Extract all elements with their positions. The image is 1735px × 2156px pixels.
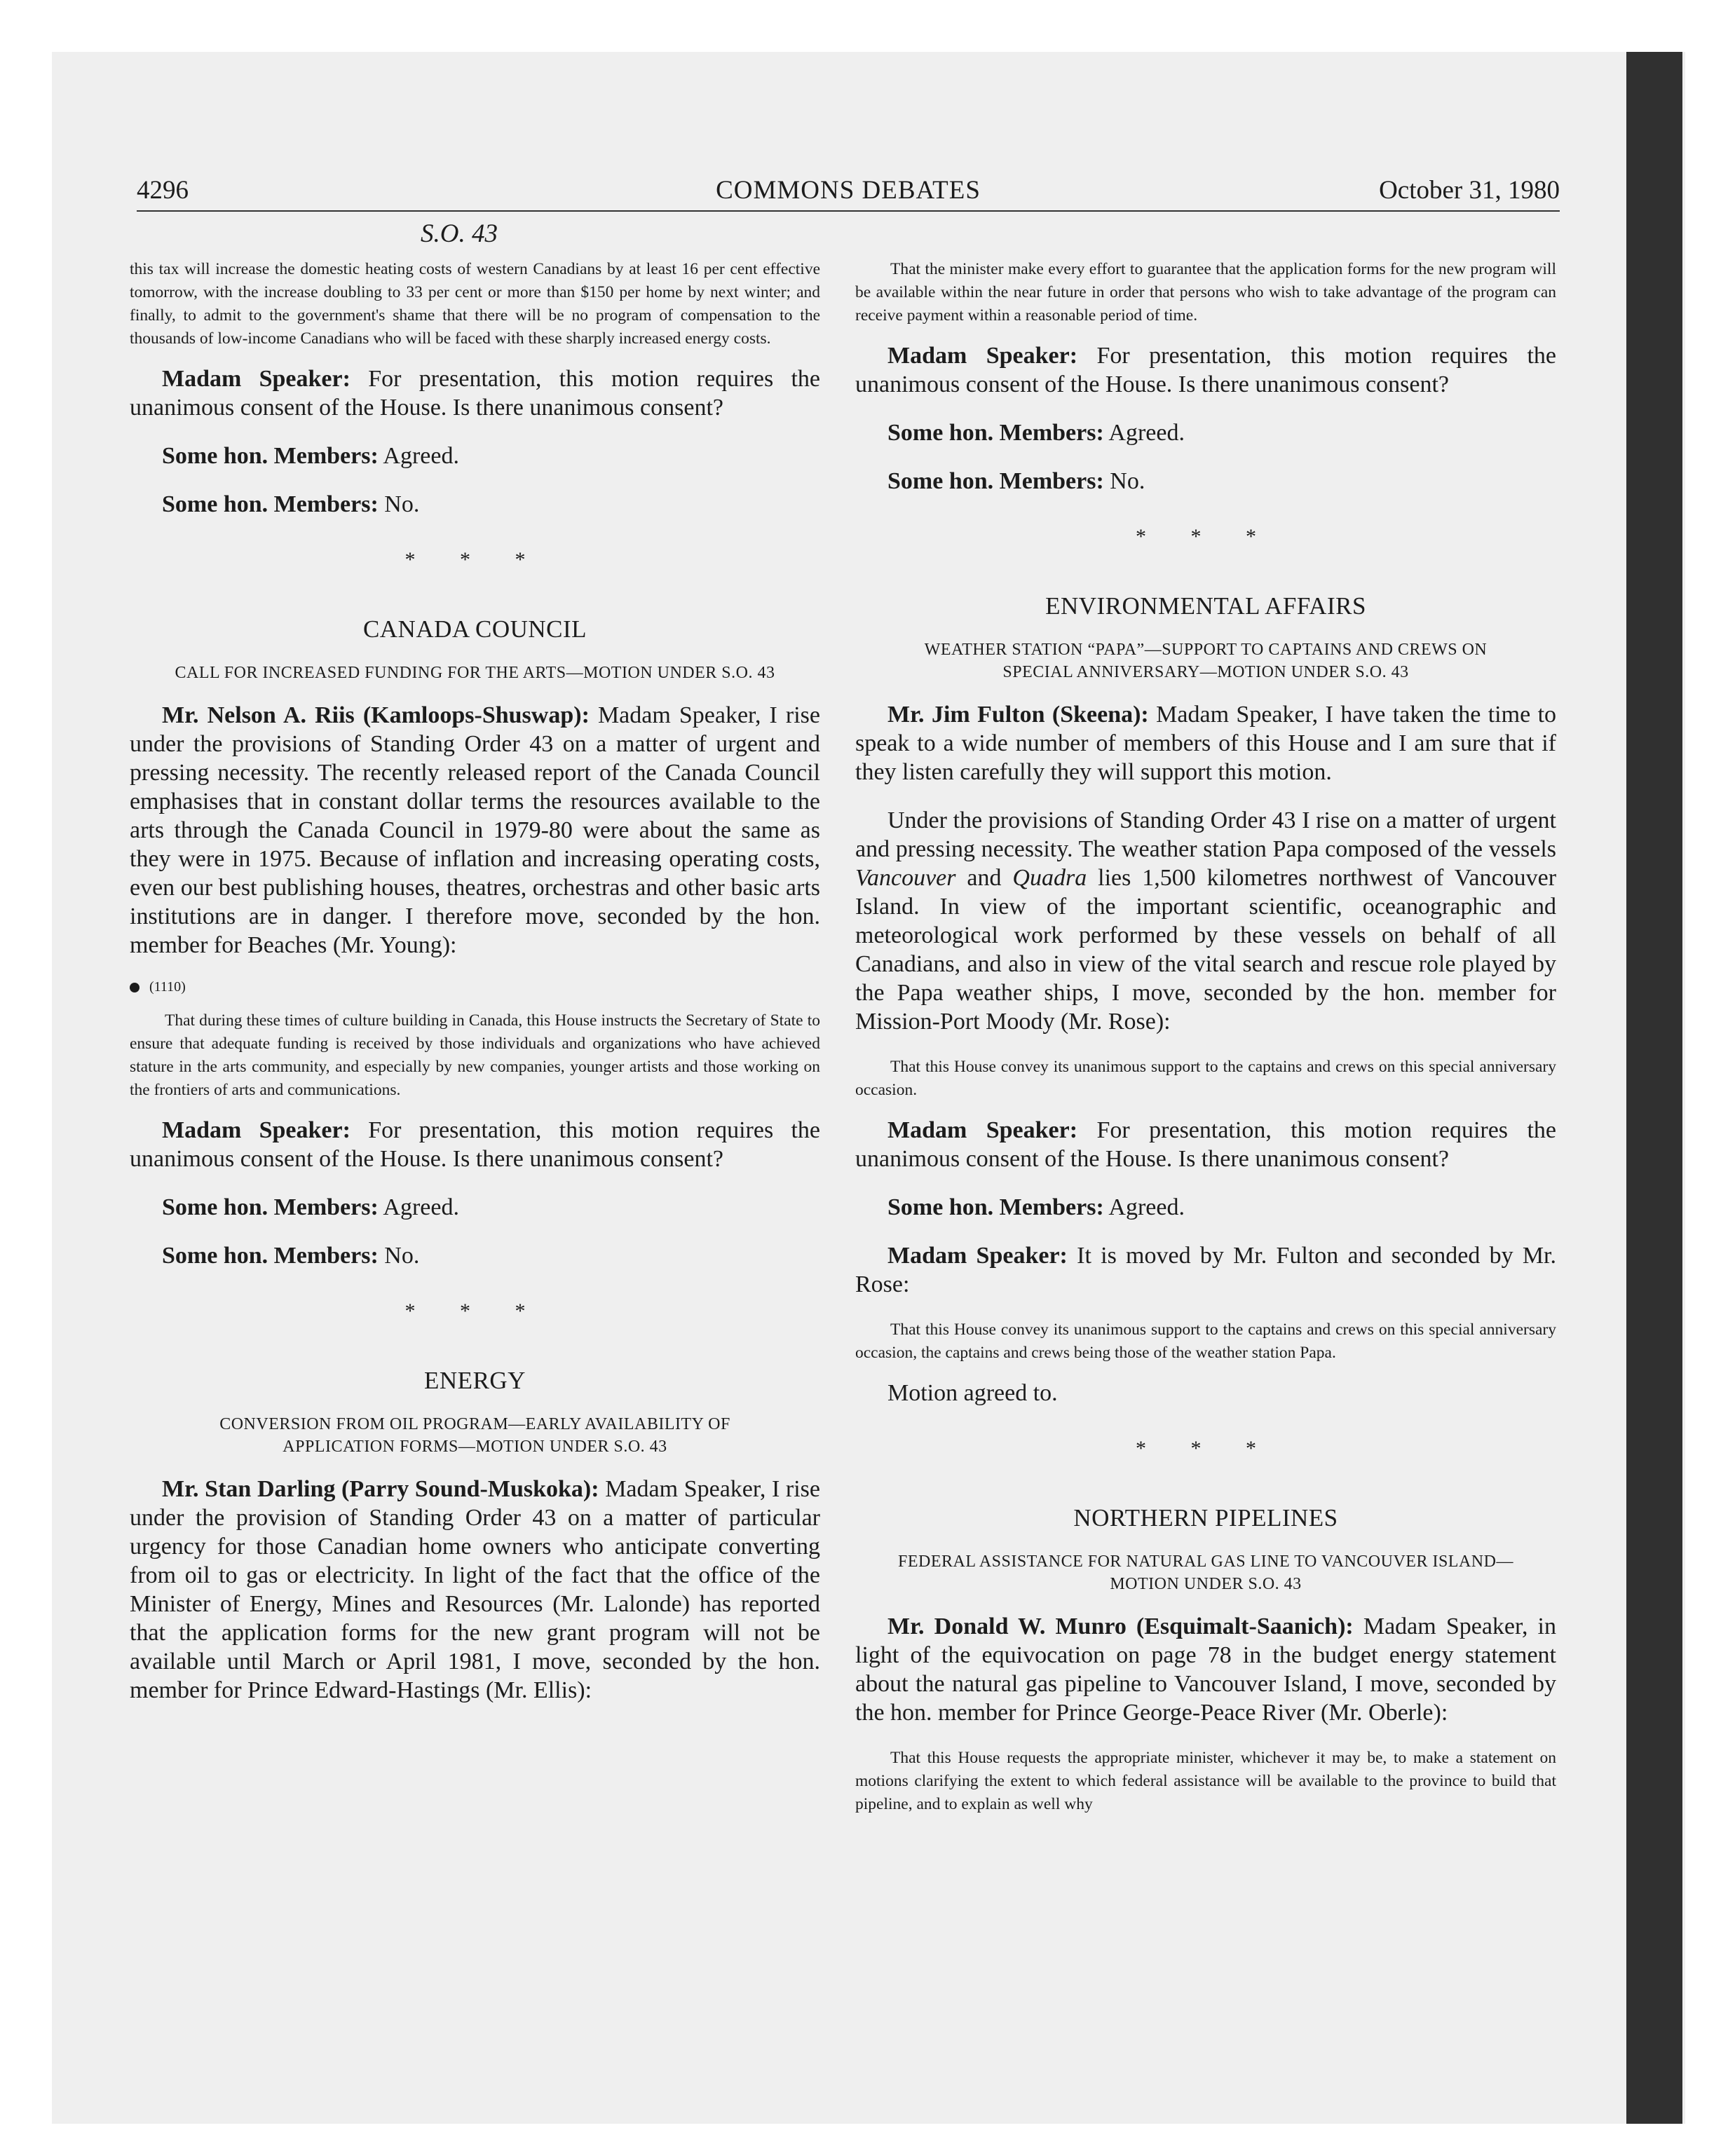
bullet-icon <box>130 983 140 992</box>
members-response: Some hon. Members: Agreed. <box>887 420 1185 446</box>
speech <box>130 1116 820 1173</box>
section-heading: CANADA COUNCIL <box>362 615 587 643</box>
section-heading: NORTHERN PIPELINES <box>1073 1504 1338 1531</box>
speaker-name: Mr. Jim Fulton (Skeena): <box>887 702 1149 728</box>
speaker-name: Some hon. Members: <box>162 1194 379 1220</box>
members-response: Some hon. Members: No. <box>162 491 420 517</box>
speaker-name: Madam Speaker: <box>887 343 1078 369</box>
publication-title: COMMONS DEBATES <box>716 176 981 205</box>
speech-text: For presentation, this motion requires the unanimous consent of the House. Is there unanimous consent? <box>855 1117 1556 1172</box>
speaker-name: Some hon. Members: <box>887 1194 1104 1220</box>
section-subheading: CONVERSION FROM OIL PROGRAM—EARLY AVAILABILITY OF APPLICATION FORMS—MOTION UNDER S.O. 43 <box>219 1415 730 1456</box>
page-number: 4296 <box>137 176 189 205</box>
speaker-name: Mr. Nelson A. Riis (Kamloops-Shuswap): <box>162 702 590 728</box>
speaker-name: Madam Speaker: <box>162 1117 351 1143</box>
scan-edge <box>1626 52 1682 2124</box>
speech-text: For presentation, this motion requires the unanimous consent of the House. Is there unanimous consent? <box>130 366 820 421</box>
intro-text: this tax will increase the domestic heating costs of western Canadians by at least 16 per cent effective tomorrow, with the increase doubling to 33 per cent or more than $150 per home by next winter; and finally, to admit to the government's shame that there will be no program of compensation to the thousands of low-income Canadians who will be faced with these sharply increased energy costs. <box>130 260 820 348</box>
motion-text: That this House convey its unanimous support to the captains and crews on this special anniversary occasion. <box>855 1058 1556 1099</box>
section-label: S.O. 43 <box>421 219 498 248</box>
vessel-name: Quadra <box>1012 865 1087 891</box>
section-divider: * * * <box>404 1299 545 1323</box>
speaker-name: Madam Speaker: <box>162 366 351 392</box>
speech: Under the provisions of Standing Order 43 I rise on a matter of urgent and pressing necessity. The weather station Papa composed of the vessels Vancouver and Quadra lies 1,500 kilometres northwest of Vancouver Island. In view of the important scientific, oceanographic and meteorological work performed by these vessels on behalf of all Canadians, and also in view of the vital search and rescue role played by the Papa weather ships, I move, seconded by the hon. member for Mission-Port Moody (Mr. Rose): <box>855 807 1557 1035</box>
speaker-name: Mr. Stan Darling (Parry Sound-Muskoka): <box>162 1476 599 1502</box>
speech-text: Madam Speaker, I rise under the provision of Standing Order 43 on a matter of particular urgency for those Canadian home owners who anticipate converting from oil to gas or electricity. In light of the fact that the office of the Minister of Energy, Mines and Resources (Mr. Lalonde) has reported that the application forms for the new grant program will not be available until March or April 1981, I move, seconded by the hon. member for Prince Edward-Hastings (Mr. Ellis): <box>130 1476 820 1703</box>
members-response: Some hon. Members: Agreed. <box>887 1194 1185 1220</box>
speaker-name: Some hon. Members: <box>162 443 379 469</box>
section-divider: * * * <box>1136 1437 1276 1460</box>
speech <box>855 1612 1556 1727</box>
speech <box>130 364 820 422</box>
speaker-name: Madam Speaker: <box>887 1243 1068 1269</box>
motion-result: Motion agreed to. <box>887 1380 1058 1406</box>
speaker-name: Mr. Donald W. Munro (Esquimalt-Saanich): <box>887 1613 1354 1639</box>
motion-text: That the minister make every effort to guarantee that the application forms for the new program will be available within the near future in order that persons who wish to take advantage of the program can receive payment within a reasonable period of time. <box>855 260 1556 325</box>
speech-text: For presentation, this motion requires the unanimous consent of the House. Is there unanimous consent? <box>855 343 1556 397</box>
speech <box>855 700 1556 786</box>
speech <box>855 341 1556 399</box>
members-response: Some hon. Members: No. <box>162 1243 420 1269</box>
page-header <box>137 175 1560 212</box>
members-response: Some hon. Members: Agreed. <box>162 1194 459 1220</box>
speech <box>855 1241 1556 1299</box>
section-divider: * * * <box>1136 525 1276 548</box>
speech-text: For presentation, this motion requires the unanimous consent of the House. Is there unanimous consent? <box>130 1117 820 1172</box>
vessel-name: Vancouver <box>855 865 956 891</box>
section-subheading: FEDERAL ASSISTANCE FOR NATURAL GAS LINE TO VANCOUVER ISLAND—MOTION UNDER S.O. 43 <box>898 1553 1513 1593</box>
left-column <box>130 258 820 1724</box>
members-response: Some hon. Members: No. <box>887 468 1145 494</box>
section-heading: ENVIRONMENTAL AFFAIRS <box>1045 592 1366 620</box>
speech-text: Madam Speaker, I have taken the time to speak to a wide number of members of this House and I am sure that if they listen carefully they will support this motion. <box>855 702 1557 785</box>
speaker-name: Some hon. Members: <box>887 468 1104 494</box>
members-response: Some hon. Members: Agreed. <box>162 443 459 469</box>
right-column <box>855 258 1556 1830</box>
page-date: October 31, 1980 <box>1379 176 1560 205</box>
motion-text: That during these times of culture building in Canada, this House instructs the Secretary of State to ensure that adequate funding is received by those individuals and organizations who have achieved stature in the arts community, and especially by new companies, younger artists and those working on the frontiers of arts and communications. <box>130 1011 820 1099</box>
time-marker: (1110) <box>130 979 820 995</box>
speaker-name: Some hon. Members: <box>162 1243 379 1269</box>
speech-text: Madam Speaker, in light of the equivocation on page 78 in the budget energy statement about the natural gas pipeline to Vancouver Island, I move, seconded by the hon. member for Prince George-Peace River (Mr. Oberle): <box>855 1613 1557 1726</box>
section-divider: * * * <box>404 548 545 571</box>
speech <box>130 701 820 960</box>
section-heading: ENERGY <box>424 1367 526 1394</box>
speaker-name: Some hon. Members: <box>887 420 1104 446</box>
section-subheading: CALL FOR INCREASED FUNDING FOR THE ARTS—MOTION UNDER S.O. 43 <box>175 664 775 682</box>
speech <box>855 1116 1556 1173</box>
speaker-name: Madam Speaker: <box>887 1117 1078 1143</box>
speech-text: Madam Speaker, I rise under the provisions of Standing Order 43 on a matter of urgent and pressing necessity. The recently released report of the Canada Council emphasises that in constant dollar terms the resources available to the arts through the Canada Council in 1979-80 were about the same as they were in 1975. Because of inflation and increasing operating costs, even our best publishing houses, theatres, orchestras and other basic arts institutions are in danger. I therefore move, seconded by the hon. member for Beaches (Mr. Young): <box>130 702 821 958</box>
speaker-name: Some hon. Members: <box>162 491 379 517</box>
speech <box>130 1475 820 1705</box>
speech-text: It is moved by Mr. Fulton and seconded by Mr. Rose: <box>855 1243 1556 1297</box>
section-subheading: WEATHER STATION “PAPA”—SUPPORT TO CAPTAINS AND CREWS ON SPECIAL ANNIVERSARY—MOTION UNDER S.O. 43 <box>924 641 1488 681</box>
motion-text: That this House requests the appropriate minister, whichever it may be, to make a statement on motions clarifying the extent to which federal assistance will be available to the province to build that pipeline, and to explain as well why <box>855 1749 1556 1813</box>
motion-text: That this House convey its unanimous support to the captains and crews on this special anniversary occasion, the captains and crews being those of the weather station Papa. <box>855 1321 1556 1362</box>
